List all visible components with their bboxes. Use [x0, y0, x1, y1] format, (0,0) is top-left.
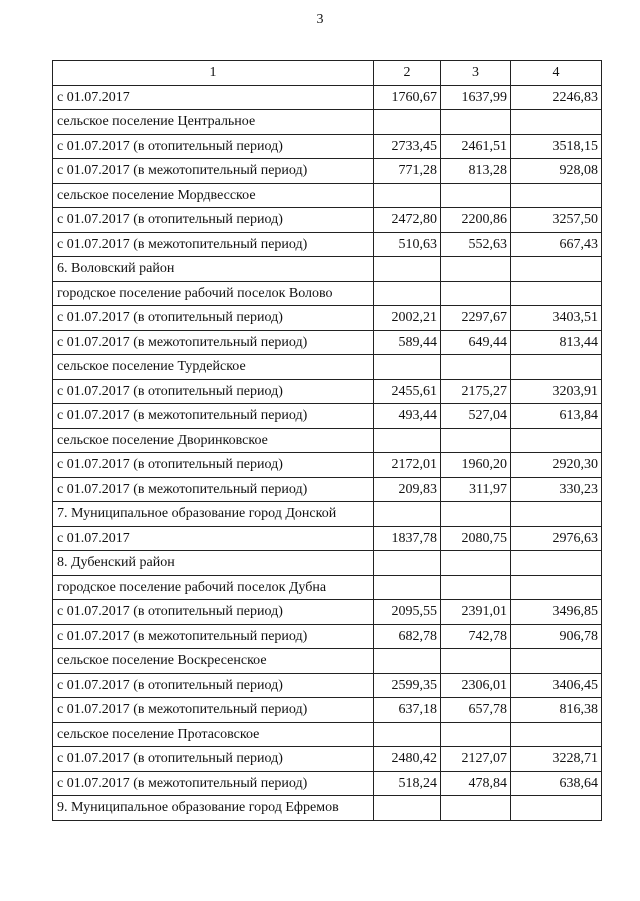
- tariff-value-col-2: [374, 183, 441, 208]
- row-label: с 01.07.2017 (в отопительный период): [53, 208, 374, 233]
- tariff-value-col-2: [374, 722, 441, 747]
- row-label: городское поселение рабочий поселок Дубна: [53, 575, 374, 600]
- tariff-value-col-2: 1760,67: [374, 85, 441, 110]
- tariff-value-col-4: 667,43: [511, 232, 602, 257]
- tariff-value-col-4: [511, 796, 602, 821]
- row-label: с 01.07.2017 (в межотопительный период): [53, 624, 374, 649]
- tariff-value-col-2: 493,44: [374, 404, 441, 429]
- row-label: сельское поселение Мордвесское: [53, 183, 374, 208]
- tariff-value-col-2: [374, 502, 441, 527]
- tariff-value-col-3: [441, 796, 511, 821]
- table-row: [53, 747, 602, 772]
- table-row: [53, 306, 602, 331]
- tariff-value-col-2: [374, 575, 441, 600]
- tariff-value-col-2: 2472,80: [374, 208, 441, 233]
- tariff-value-col-4: [511, 551, 602, 576]
- tariff-value-col-4: [511, 428, 602, 453]
- table-row: [53, 502, 602, 527]
- tariff-value-col-3: [441, 722, 511, 747]
- tariff-value-col-4: 3496,85: [511, 600, 602, 625]
- tariff-value-col-3: 2200,86: [441, 208, 511, 233]
- tariff-value-col-3: [441, 428, 511, 453]
- tariff-value-col-4: 2246,83: [511, 85, 602, 110]
- tariff-value-col-3: 2127,07: [441, 747, 511, 772]
- tariff-value-col-3: 2391,01: [441, 600, 511, 625]
- tariff-value-col-4: 3518,15: [511, 134, 602, 159]
- row-label: с 01.07.2017 (в отопительный период): [53, 306, 374, 331]
- row-label: с 01.07.2017 (в межотопительный период): [53, 404, 374, 429]
- tariff-value-col-4: 3403,51: [511, 306, 602, 331]
- table-row: [53, 159, 602, 184]
- table-row: [53, 453, 602, 478]
- table-row: [53, 232, 602, 257]
- row-label: 9. Муниципальное образование город Ефремов: [53, 796, 374, 821]
- column-header: 3: [441, 61, 511, 86]
- tariff-value-col-4: [511, 649, 602, 674]
- tariff-value-col-2: 510,63: [374, 232, 441, 257]
- tariff-value-col-3: 527,04: [441, 404, 511, 429]
- tariff-value-col-2: 771,28: [374, 159, 441, 184]
- table-row: [53, 208, 602, 233]
- tariff-value-col-3: 813,28: [441, 159, 511, 184]
- tariff-value-col-3: 552,63: [441, 232, 511, 257]
- row-label: с 01.07.2017: [53, 526, 374, 551]
- table-row: [53, 85, 602, 110]
- row-label: сельское поселение Воскресенское: [53, 649, 374, 674]
- row-label: 7. Муниципальное образование город Донской: [53, 502, 374, 527]
- table-row: [53, 355, 602, 380]
- table-row: [53, 110, 602, 135]
- table-row: [53, 600, 602, 625]
- tariff-value-col-3: 2461,51: [441, 134, 511, 159]
- tariff-value-col-3: 742,78: [441, 624, 511, 649]
- tariff-table: [52, 60, 602, 821]
- tariff-value-col-3: 2306,01: [441, 673, 511, 698]
- tariff-value-col-2: 2455,61: [374, 379, 441, 404]
- tariff-value-col-4: [511, 355, 602, 380]
- table-row: [53, 526, 602, 551]
- tariff-value-col-3: 478,84: [441, 771, 511, 796]
- table-row: [53, 551, 602, 576]
- tariff-value-col-4: 613,84: [511, 404, 602, 429]
- tariff-value-col-3: 2297,67: [441, 306, 511, 331]
- tariff-value-col-4: 813,44: [511, 330, 602, 355]
- table-row: [53, 624, 602, 649]
- table-row: [53, 330, 602, 355]
- tariff-value-col-2: [374, 428, 441, 453]
- tariff-value-col-4: 928,08: [511, 159, 602, 184]
- row-label: с 01.07.2017 (в межотопительный период): [53, 771, 374, 796]
- tariff-value-col-2: [374, 355, 441, 380]
- table-row: [53, 134, 602, 159]
- tariff-value-col-4: 3203,91: [511, 379, 602, 404]
- tariff-value-col-4: [511, 722, 602, 747]
- tariff-value-col-2: 682,78: [374, 624, 441, 649]
- row-label: сельское поселение Протасовское: [53, 722, 374, 747]
- table-row: [53, 649, 602, 674]
- tariff-value-col-2: [374, 257, 441, 282]
- tariff-value-col-2: 209,83: [374, 477, 441, 502]
- tariff-value-col-3: 649,44: [441, 330, 511, 355]
- tariff-value-col-3: 2175,27: [441, 379, 511, 404]
- tariff-value-col-2: [374, 110, 441, 135]
- tariff-value-col-3: [441, 183, 511, 208]
- table-row: [53, 796, 602, 821]
- tariff-value-col-4: [511, 281, 602, 306]
- tariff-value-col-3: [441, 502, 511, 527]
- tariff-value-col-3: [441, 649, 511, 674]
- tariff-value-col-3: 657,78: [441, 698, 511, 723]
- tariff-value-col-4: 3257,50: [511, 208, 602, 233]
- row-label: с 01.07.2017 (в межотопительный период): [53, 159, 374, 184]
- table-row: [53, 428, 602, 453]
- tariff-value-col-2: 2172,01: [374, 453, 441, 478]
- tariff-value-col-4: [511, 575, 602, 600]
- table-row: [53, 771, 602, 796]
- tariff-value-col-3: 2080,75: [441, 526, 511, 551]
- tariff-value-col-2: [374, 551, 441, 576]
- tariff-value-col-2: [374, 649, 441, 674]
- tariff-value-col-4: 2976,63: [511, 526, 602, 551]
- tariff-value-col-3: [441, 551, 511, 576]
- tariff-value-col-3: 311,97: [441, 477, 511, 502]
- row-label: с 01.07.2017 (в отопительный период): [53, 453, 374, 478]
- table-row: [53, 404, 602, 429]
- tariff-value-col-3: [441, 257, 511, 282]
- tariff-value-col-4: 3406,45: [511, 673, 602, 698]
- tariff-value-col-4: 906,78: [511, 624, 602, 649]
- tariff-value-col-2: 2733,45: [374, 134, 441, 159]
- tariff-value-col-3: [441, 575, 511, 600]
- table-row: [53, 379, 602, 404]
- table-row: [53, 281, 602, 306]
- row-label: с 01.07.2017 (в отопительный период): [53, 134, 374, 159]
- row-label: сельское поселение Центральное: [53, 110, 374, 135]
- column-header: 1: [53, 61, 374, 86]
- tariff-value-col-4: [511, 183, 602, 208]
- table-row: [53, 575, 602, 600]
- row-label: с 01.07.2017: [53, 85, 374, 110]
- tariff-value-col-4: 3228,71: [511, 747, 602, 772]
- table-row: [53, 477, 602, 502]
- row-label: с 01.07.2017 (в отопительный период): [53, 673, 374, 698]
- tariff-value-col-2: 589,44: [374, 330, 441, 355]
- tariff-value-col-4: [511, 110, 602, 135]
- tariff-value-col-2: 518,24: [374, 771, 441, 796]
- tariff-value-col-3: 1637,99: [441, 85, 511, 110]
- row-label: с 01.07.2017 (в отопительный период): [53, 600, 374, 625]
- tariff-value-col-4: 638,64: [511, 771, 602, 796]
- tariff-value-col-2: 2095,55: [374, 600, 441, 625]
- table-row: [53, 722, 602, 747]
- row-label: с 01.07.2017 (в межотопительный период): [53, 232, 374, 257]
- tariff-value-col-2: 2599,35: [374, 673, 441, 698]
- page-number: 3: [316, 12, 324, 27]
- row-label: сельское поселение Турдейское: [53, 355, 374, 380]
- row-label: с 01.07.2017 (в межотопительный период): [53, 330, 374, 355]
- row-label: с 01.07.2017 (в межотопительный период): [53, 477, 374, 502]
- tariff-value-col-3: [441, 355, 511, 380]
- tariff-value-col-2: 637,18: [374, 698, 441, 723]
- tariff-value-col-4: 816,38: [511, 698, 602, 723]
- table-row: [53, 257, 602, 282]
- column-header: 4: [511, 61, 602, 86]
- tariff-value-col-4: 2920,30: [511, 453, 602, 478]
- row-label: с 01.07.2017 (в межотопительный период): [53, 698, 374, 723]
- row-label: 6. Воловский район: [53, 257, 374, 282]
- tariff-value-col-4: [511, 502, 602, 527]
- table-header-row: [53, 61, 602, 86]
- table-row: [53, 673, 602, 698]
- tariff-value-col-2: [374, 796, 441, 821]
- table-row: [53, 183, 602, 208]
- tariff-value-col-2: 2002,21: [374, 306, 441, 331]
- row-label: с 01.07.2017 (в отопительный период): [53, 379, 374, 404]
- table-row: [53, 698, 602, 723]
- tariff-value-col-4: [511, 257, 602, 282]
- tariff-table-body: [53, 61, 602, 821]
- tariff-value-col-3: [441, 281, 511, 306]
- tariff-value-col-4: 330,23: [511, 477, 602, 502]
- row-label: городское поселение рабочий поселок Волово: [53, 281, 374, 306]
- tariff-value-col-3: [441, 110, 511, 135]
- row-label: 8. Дубенский район: [53, 551, 374, 576]
- column-header: 2: [374, 61, 441, 86]
- tariff-value-col-3: 1960,20: [441, 453, 511, 478]
- tariff-value-col-2: [374, 281, 441, 306]
- row-label: с 01.07.2017 (в отопительный период): [53, 747, 374, 772]
- tariff-value-col-2: 2480,42: [374, 747, 441, 772]
- tariff-value-col-2: 1837,78: [374, 526, 441, 551]
- row-label: сельское поселение Дворинковское: [53, 428, 374, 453]
